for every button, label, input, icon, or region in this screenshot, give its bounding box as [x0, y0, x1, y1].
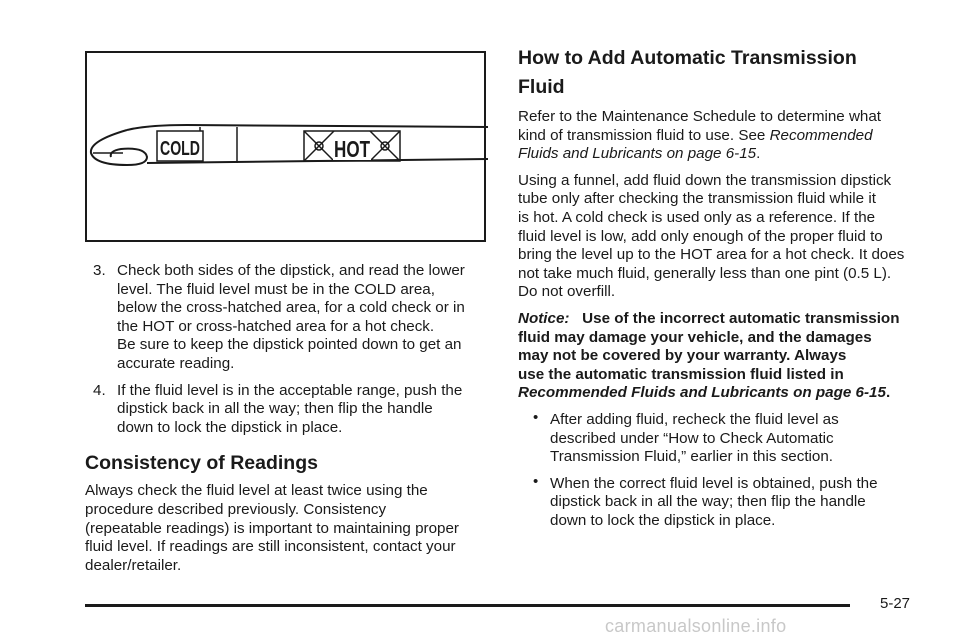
add-fluid-heading	[518, 44, 918, 102]
right-column	[518, 44, 918, 538]
step-line: the HOT or cross-hatched area for a hot check.	[117, 317, 435, 335]
footer-rule	[85, 604, 850, 607]
paragraph-line: Using a funnel, add fluid down the transmission dipstick	[518, 171, 892, 189]
bullet-line: When the correct fluid level is obtained, push the	[550, 474, 878, 492]
hot-label: HOT	[334, 136, 370, 162]
step-number: 3.	[93, 262, 106, 279]
cold-label: COLD	[160, 138, 200, 160]
refer-paragraph	[518, 108, 918, 164]
bullet-item	[518, 408, 918, 467]
step-line: If the fluid level is in the acceptable range, push the	[117, 381, 463, 399]
step-line: Check both sides of the dipstick, and read the lower	[117, 262, 465, 279]
paragraph-line: tube only after checking the transmission fluid while it	[518, 190, 876, 208]
paragraph-line: dealer/retailer.	[85, 556, 182, 574]
notice-line	[518, 384, 918, 403]
bullet-line: dipstick back in all the way; then flip the handle	[550, 493, 866, 511]
step-line: Be sure to keep the dipstick pointed down to get an	[117, 336, 462, 354]
consistency-paragraph	[85, 482, 495, 575]
notice-line: use the automatic transmission fluid listed in	[518, 365, 844, 383]
paragraph-line	[518, 127, 918, 146]
paragraph-line: bring the level up to the HOT area for a hot check. It does	[518, 246, 905, 264]
paragraph-line: (repeatable readings) is important to maintaining proper	[85, 519, 459, 537]
paragraph-text: kind of transmission fluid to use. See	[518, 126, 770, 144]
bullet-icon: •	[533, 472, 539, 490]
paragraph-line: fluid level. If readings are still inconsistent, contact your	[85, 538, 456, 556]
paragraph-line	[518, 145, 918, 164]
paragraph-line: Refer to the Maintenance Schedule to determine what	[518, 108, 882, 125]
dipstick-drawing	[87, 53, 488, 244]
paragraph-line: is hot. A cold check is used only as a reference. If the	[518, 208, 876, 226]
notice-line	[518, 310, 918, 329]
notice-text: .	[885, 384, 891, 402]
watermark: carmanualsonline.info	[605, 616, 787, 636]
cross-reference: Recommended Fluids and Lubricants on page 6-15	[518, 384, 886, 402]
bullet-item	[518, 472, 918, 531]
step-4	[85, 382, 495, 438]
page-number: 5-27	[880, 595, 911, 612]
cross-reference: Fluids and Lubricants on page 6-15	[518, 145, 757, 163]
dipstick-handle-curl	[91, 130, 147, 165]
step-3	[85, 262, 495, 374]
step-line: accurate reading.	[117, 354, 235, 372]
consistency-heading: Consistency of Readings	[85, 452, 318, 475]
step-number: 4.	[93, 381, 106, 399]
notice-line: may not be covered by your warranty. Always	[518, 347, 847, 365]
heading-line: Fluid	[518, 76, 565, 98]
left-column	[85, 262, 495, 583]
notice-line: fluid may damage your vehicle, and the damages	[518, 328, 872, 346]
step-line: level. The fluid level must be in the COLD area,	[117, 280, 435, 298]
paragraph-line: Always check the fluid level at least twice using the	[85, 482, 428, 500]
bullet-icon: •	[533, 408, 539, 426]
step-line: dipstick back in all the way; then flip the handle	[117, 400, 433, 418]
dipstick-illustration	[85, 51, 486, 242]
cross-reference: Recommended	[769, 126, 873, 144]
notice-text: Use of the incorrect automatic transmission	[582, 309, 900, 327]
notice-label: Notice:	[518, 309, 570, 327]
step-line: below the cross-hatched area, for a cold check or in	[117, 299, 465, 317]
bullet-line: After adding fluid, recheck the fluid level as	[550, 410, 839, 428]
step-line: down to lock the dipstick in place.	[117, 418, 343, 436]
bullet-line: described under “How to Check Automatic	[550, 429, 834, 447]
paragraph-line: fluid level is low, add only enough of the proper fluid to	[518, 227, 883, 245]
paragraph-line: procedure described previously. Consistency	[85, 500, 387, 518]
dipstick-top-edge	[127, 125, 488, 130]
paragraph-line: not take much fluid, generally less than one pint (0.5 L).	[518, 264, 892, 282]
bullet-line: down to lock the dipstick in place.	[550, 511, 776, 529]
paragraph-line: Do not overfill.	[518, 283, 616, 301]
bullet-line: Transmission Fluid,” earlier in this section.	[550, 448, 834, 466]
heading-line: How to Add Automatic Transmission	[518, 47, 857, 69]
notice-block	[518, 310, 918, 403]
funnel-paragraph	[518, 172, 918, 302]
paragraph-text: .	[756, 145, 761, 163]
